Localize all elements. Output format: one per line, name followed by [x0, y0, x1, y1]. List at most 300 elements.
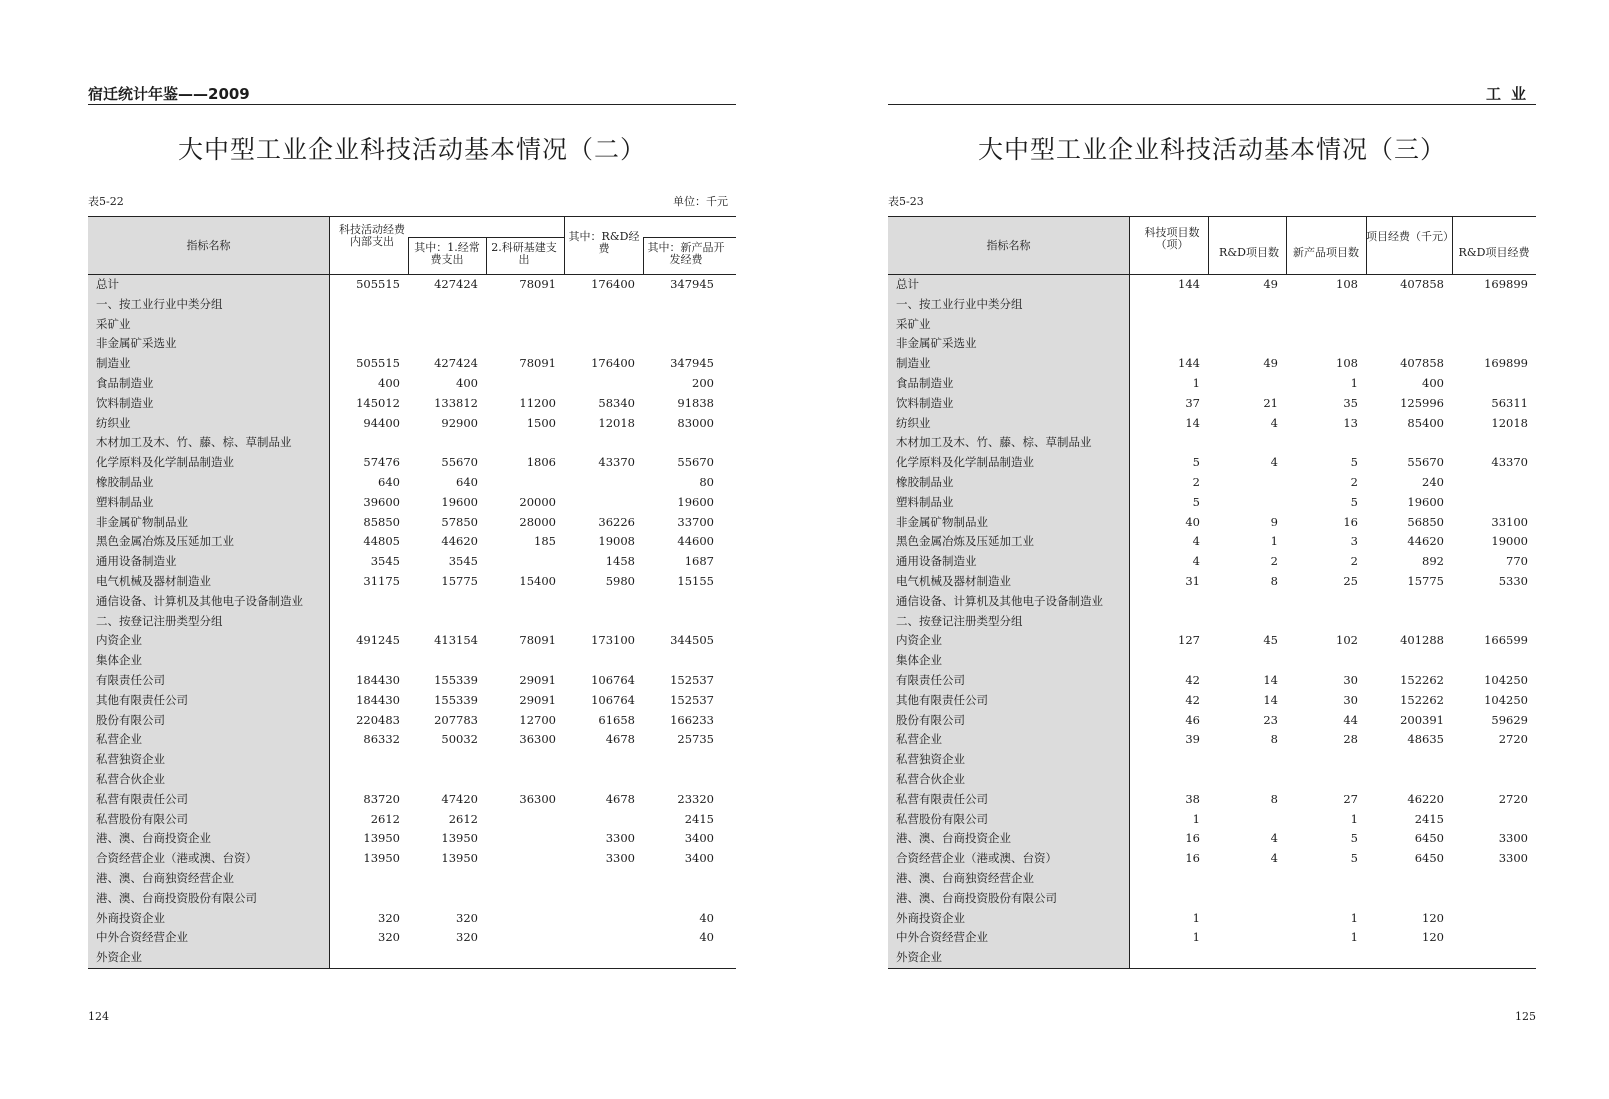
table-row [88, 374, 736, 394]
header-indicator-name: 指标名称 [88, 217, 330, 274]
table-cell [1208, 493, 1286, 513]
table-cell [1452, 909, 1536, 929]
table-cell: 46220 [1407, 791, 1444, 806]
table-cell: 83000 [677, 415, 714, 430]
table-title: 大中型工业企业科技活动基本情况（三） [977, 135, 1446, 164]
table-cell: 1500 [526, 415, 556, 430]
table-cell: 47420 [441, 791, 478, 806]
table-row [888, 849, 1536, 869]
table-cell [564, 770, 643, 790]
table-cell: 166233 [670, 712, 714, 727]
table-row [888, 295, 1536, 315]
table-cell: 15775 [441, 573, 478, 588]
table-cell: 78091 [519, 633, 556, 648]
table-cell: 91838 [677, 395, 714, 410]
table-row [88, 572, 736, 592]
table-cell [1366, 592, 1452, 612]
header-divider [1366, 217, 1367, 274]
table-row [88, 651, 736, 671]
header-tech-expenditure: 科技活动经费内部支出 [339, 223, 405, 248]
table-row [88, 552, 736, 572]
table-cell [329, 433, 408, 453]
header-new-product-expenditure: 其中：新产品开发经费 [647, 241, 725, 266]
table-cell: 4 [1270, 831, 1278, 846]
table-cell: 8 [1270, 732, 1278, 747]
table-cell: 5 [1192, 455, 1200, 470]
table-cell: 347945 [670, 356, 714, 371]
table-row [888, 651, 1536, 671]
table-cell [1208, 592, 1286, 612]
row-label: 制造业 [96, 356, 131, 371]
table-cell [329, 889, 408, 909]
table-cell: 166599 [1484, 633, 1528, 648]
table-row [88, 889, 736, 909]
table-row [88, 869, 736, 889]
table-cell: 640 [456, 474, 478, 489]
header-new-product-count: 新产品项目数 [1293, 246, 1359, 259]
table-row [888, 473, 1536, 493]
table-cell: 39600 [363, 494, 400, 509]
table-cell: 184430 [356, 672, 400, 687]
table-row [888, 631, 1536, 651]
table-cell: 13950 [441, 851, 478, 866]
table-cell: 13950 [363, 831, 400, 846]
table-cell [1208, 928, 1286, 948]
row-label: 化学原料及化学制品制造业 [896, 455, 1034, 470]
table-cell: 3400 [684, 851, 714, 866]
table-cell [408, 651, 486, 671]
row-label: 私营合伙企业 [96, 771, 165, 786]
table-cell: 36300 [519, 732, 556, 747]
table-cell [1366, 869, 1452, 889]
row-label: 黑色金属冶炼及压延加工业 [96, 534, 234, 549]
table-cell: 43370 [1491, 455, 1528, 470]
table-cell: 320 [456, 910, 478, 925]
table-row [888, 572, 1536, 592]
table-row [888, 671, 1536, 691]
table-row [888, 513, 1536, 533]
table-cell: 35 [1343, 395, 1358, 410]
table-cell: 20000 [519, 494, 556, 509]
table-cell: 1458 [605, 554, 635, 569]
table-row [888, 493, 1536, 513]
row-label: 木材加工及木、竹、藤、棕、草制品业 [96, 435, 292, 450]
table-cell [1452, 948, 1536, 968]
table-row [88, 909, 736, 929]
row-label: 食品制造业 [896, 375, 954, 390]
table-cell: 207783 [434, 712, 478, 727]
row-label: 合资经营企业（港或澳、台资） [96, 851, 257, 866]
table-cell [1452, 334, 1536, 354]
table-cell [1452, 592, 1536, 612]
table-row [88, 315, 736, 335]
row-label: 非金属矿物制品业 [896, 514, 988, 529]
table-cell: 176400 [591, 356, 635, 371]
header-divider [486, 237, 487, 274]
table-cell: 36226 [598, 514, 635, 529]
table-cell [486, 552, 564, 572]
table-row [888, 334, 1536, 354]
table-cell: 133812 [434, 395, 478, 410]
table-cell: 57850 [441, 514, 478, 529]
table-row [88, 532, 736, 552]
table-cell: 30 [1343, 672, 1358, 687]
table-cell [643, 295, 722, 315]
table-cell: 55670 [1407, 455, 1444, 470]
table-title: 大中型工业企业科技活动基本情况（二） [177, 135, 646, 164]
table-cell [564, 651, 643, 671]
row-label: 通用设备制造业 [96, 554, 177, 569]
table-cell: 152537 [670, 672, 714, 687]
row-label: 港、澳、台商独资经营企业 [96, 870, 234, 885]
table-cell: 1 [1192, 910, 1200, 925]
table-cell [408, 592, 486, 612]
table-cell: 30 [1343, 692, 1358, 707]
header-divider [1208, 217, 1209, 274]
table-cell: 5 [1350, 455, 1358, 470]
table-row [888, 453, 1536, 473]
table-cell: 19600 [1407, 494, 1444, 509]
header-divider [643, 237, 644, 274]
row-label: 私营独资企业 [896, 752, 965, 767]
table-row [88, 433, 736, 453]
row-label: 外商投资企业 [896, 910, 965, 925]
table-cell: 3545 [370, 554, 400, 569]
table-cell [1366, 770, 1452, 790]
table-cell: 55670 [677, 455, 714, 470]
table-cell [1286, 334, 1366, 354]
table-cell: 173100 [591, 633, 635, 648]
table-cell: 1 [1270, 534, 1278, 549]
table-cell [486, 651, 564, 671]
table-cell: 16 [1185, 831, 1200, 846]
table-cell: 155339 [434, 692, 478, 707]
table-cell [643, 948, 722, 968]
table-cell: 2 [1350, 474, 1358, 489]
row-label: 港、澳、台商投资企业 [96, 831, 211, 846]
table-row [88, 493, 736, 513]
table-cell: 13950 [363, 851, 400, 866]
table-cell: 145012 [356, 395, 400, 410]
header-divider [1286, 217, 1287, 274]
row-label: 一、按工业行业中类分组 [896, 296, 1023, 311]
table-cell: 427424 [434, 277, 478, 291]
table-cell: 2415 [684, 811, 714, 826]
table-row [888, 889, 1536, 909]
row-label: 橡胶制品业 [96, 474, 154, 489]
table-row [888, 374, 1536, 394]
table-cell [1208, 948, 1286, 968]
table-cell: 240 [1422, 474, 1444, 489]
table-cell: 83720 [363, 791, 400, 806]
table-row [88, 612, 736, 632]
table-cell [1452, 651, 1536, 671]
table-cell: 36300 [519, 791, 556, 806]
table-cell: 28000 [519, 514, 556, 529]
table-cell: 40 [699, 910, 714, 925]
table-cell: 19008 [598, 534, 635, 549]
running-head: 宿迁统计年鉴——2009 [88, 84, 736, 105]
table-row [88, 948, 736, 968]
table-cell [408, 334, 486, 354]
table-cell: 1 [1350, 811, 1358, 826]
table-row [88, 711, 736, 731]
table-cell [564, 433, 643, 453]
table-row [888, 770, 1536, 790]
table-cell [1129, 750, 1208, 770]
table-row [888, 315, 1536, 335]
table-cell [486, 592, 564, 612]
table-cell [486, 433, 564, 453]
table-cell [1286, 770, 1366, 790]
unit-label: 单位：千元 [673, 195, 728, 208]
table-cell [1286, 750, 1366, 770]
table-row [888, 532, 1536, 552]
table-cell [486, 829, 564, 849]
table-cell: 169899 [1484, 277, 1528, 291]
row-label: 港、澳、台商投资股份有限公司 [896, 890, 1057, 905]
table-cell [564, 750, 643, 770]
table-cell [1208, 334, 1286, 354]
table-cell: 2612 [448, 811, 478, 826]
table-cell: 59629 [1491, 712, 1528, 727]
table-row [888, 810, 1536, 830]
table-cell [486, 909, 564, 929]
header-rd-project-funds: R&D项目经费 [1458, 246, 1530, 259]
row-label: 二、按登记注册类型分组 [96, 613, 223, 628]
table-row [888, 433, 1536, 453]
table-cell: 2612 [370, 811, 400, 826]
row-label: 外资企业 [896, 950, 942, 965]
row-label: 通信设备、计算机及其他电子设备制造业 [896, 593, 1103, 608]
row-label: 有限责任公司 [896, 672, 965, 687]
table-row [88, 770, 736, 790]
table-cell: 200391 [1400, 712, 1444, 727]
table-cell [1129, 770, 1208, 790]
table-row [888, 691, 1536, 711]
table-row [888, 909, 1536, 929]
table-cell: 85400 [1407, 415, 1444, 430]
table-cell: 8 [1270, 791, 1278, 806]
table-cell [1208, 651, 1286, 671]
table-cell: 3300 [605, 851, 635, 866]
table-cell: 49 [1263, 356, 1278, 371]
row-label: 合资经营企业（港或澳、台资） [896, 851, 1057, 866]
table-cell: 1 [1350, 375, 1358, 390]
table-cell: 38 [1185, 791, 1200, 806]
table-cell [1129, 334, 1208, 354]
table-cell: 43370 [598, 455, 635, 470]
row-label: 制造业 [896, 356, 931, 371]
table-cell: 19600 [441, 494, 478, 509]
table-cell: 407858 [1400, 277, 1444, 291]
header-divider [643, 237, 736, 238]
table-cell: 33700 [677, 514, 714, 529]
row-label: 非金属矿采选业 [96, 336, 177, 351]
running-head: 工业 [888, 84, 1536, 105]
table-cell [1286, 592, 1366, 612]
table-row [88, 473, 736, 493]
table-cell [564, 909, 643, 929]
table-row [88, 295, 736, 315]
header-divider [408, 237, 409, 274]
table-cell: 1687 [684, 554, 714, 569]
header-project-count: 科技项目数（项） [1144, 226, 1200, 251]
table-header [88, 217, 736, 275]
table-row [88, 394, 736, 414]
table-cell: 31175 [363, 573, 400, 588]
page-number: 125 [1515, 1010, 1536, 1023]
table-cell [564, 869, 643, 889]
table-cell: 37 [1185, 395, 1200, 410]
table-cell [1129, 651, 1208, 671]
table-cell: 152262 [1400, 672, 1444, 687]
table-cell: 46 [1185, 712, 1200, 727]
table-row [88, 453, 736, 473]
table-cell [408, 869, 486, 889]
table-cell: 15155 [677, 573, 714, 588]
table-cell [564, 374, 643, 394]
table-cell [1208, 374, 1286, 394]
table-cell [486, 612, 564, 632]
table-cell: 28 [1343, 732, 1358, 747]
table-cell [1208, 770, 1286, 790]
table-cell: 48635 [1407, 732, 1444, 747]
table-cell: 12700 [519, 712, 556, 727]
row-label: 私营股份有限公司 [896, 811, 988, 826]
table-cell [1208, 750, 1286, 770]
table-body [88, 275, 736, 968]
table-cell: 8 [1270, 573, 1278, 588]
table-cell [408, 612, 486, 632]
table-cell [1452, 928, 1536, 948]
table-cell: 120 [1422, 910, 1444, 925]
table-cell: 19000 [1491, 534, 1528, 549]
table-cell: 2720 [1498, 791, 1528, 806]
table-cell [1366, 612, 1452, 632]
table-cell [408, 948, 486, 968]
table-row [88, 928, 736, 948]
row-label: 港、澳、台商投资股份有限公司 [96, 890, 257, 905]
table-cell [486, 473, 564, 493]
table-cell: 12018 [598, 415, 635, 430]
table-cell [643, 334, 722, 354]
table-cell [643, 750, 722, 770]
row-label: 二、按登记注册类型分组 [896, 613, 1023, 628]
table-cell [1452, 315, 1536, 335]
table-cell: 45 [1263, 633, 1278, 648]
table-cell [1286, 889, 1366, 909]
table-row [88, 829, 736, 849]
table-cell: 144 [1178, 356, 1200, 371]
row-label: 中外合资经营企业 [96, 930, 188, 945]
table-cell: 3 [1350, 534, 1358, 549]
table-cell: 320 [378, 910, 400, 925]
row-label: 通用设备制造业 [896, 554, 977, 569]
table-cell: 14 [1185, 415, 1200, 430]
table-cell: 44620 [441, 534, 478, 549]
row-label: 黑色金属冶炼及压延加工业 [896, 534, 1034, 549]
table-cell [1366, 295, 1452, 315]
row-label: 私营股份有限公司 [96, 811, 188, 826]
table-row [888, 750, 1536, 770]
stats-table [888, 216, 1536, 969]
table-cell [1208, 315, 1286, 335]
table-cell: 106764 [591, 672, 635, 687]
table-cell: 9 [1270, 514, 1278, 529]
table-cell [486, 849, 564, 869]
table-cell: 892 [1422, 554, 1444, 569]
table-row [888, 592, 1536, 612]
header-routine-expenditure: 其中：1.经常费支出 [414, 241, 480, 266]
table-cell: 1 [1350, 910, 1358, 925]
table-cell [1366, 948, 1452, 968]
row-label: 港、澳、台商投资企业 [896, 831, 1011, 846]
table-row [88, 671, 736, 691]
row-label: 通信设备、计算机及其他电子设备制造业 [96, 593, 303, 608]
table-cell [408, 433, 486, 453]
table-cell: 40 [699, 930, 714, 945]
table-cell: 21 [1263, 395, 1278, 410]
table-cell [564, 928, 643, 948]
table-cell [486, 928, 564, 948]
table-cell: 427424 [434, 356, 478, 371]
table-cell [1129, 295, 1208, 315]
table-cell [1452, 810, 1536, 830]
table-cell [329, 295, 408, 315]
table-cell: 16 [1343, 514, 1358, 529]
table-body [888, 275, 1536, 968]
table-row [88, 691, 736, 711]
table-cell: 491245 [356, 633, 400, 648]
table-cell [1452, 493, 1536, 513]
row-label: 集体企业 [896, 653, 942, 668]
table-cell: 169899 [1484, 356, 1528, 371]
table-row [88, 334, 736, 354]
table-cell [1208, 295, 1286, 315]
table-row [888, 354, 1536, 374]
table-cell [1452, 473, 1536, 493]
table-cell [1208, 612, 1286, 632]
table-cell: 15775 [1407, 573, 1444, 588]
header-indicator-name: 指标名称 [888, 217, 1130, 274]
table-cell [486, 750, 564, 770]
table-cell: 104250 [1484, 692, 1528, 707]
table-row [88, 275, 736, 295]
table-cell: 344505 [670, 633, 714, 648]
table-cell: 85850 [363, 514, 400, 529]
table-cell [1129, 315, 1208, 335]
table-cell: 14 [1263, 672, 1278, 687]
table-cell: 3300 [1498, 851, 1528, 866]
table-cell [1208, 869, 1286, 889]
table-cell [1129, 592, 1208, 612]
table-cell: 155339 [434, 672, 478, 687]
table-cell: 184430 [356, 692, 400, 707]
table-cell: 5 [1350, 494, 1358, 509]
table-cell: 102 [1336, 633, 1358, 648]
table-cell: 3545 [448, 554, 478, 569]
header-divider [564, 217, 565, 274]
table-cell: 104250 [1484, 672, 1528, 687]
row-label: 内资企业 [896, 633, 942, 648]
table-cell: 400 [1422, 375, 1444, 390]
table-cell [1366, 750, 1452, 770]
table-cell: 1 [1192, 375, 1200, 390]
row-label: 股份有限公司 [96, 712, 165, 727]
table-cell: 50032 [441, 732, 478, 747]
table-row [888, 869, 1536, 889]
